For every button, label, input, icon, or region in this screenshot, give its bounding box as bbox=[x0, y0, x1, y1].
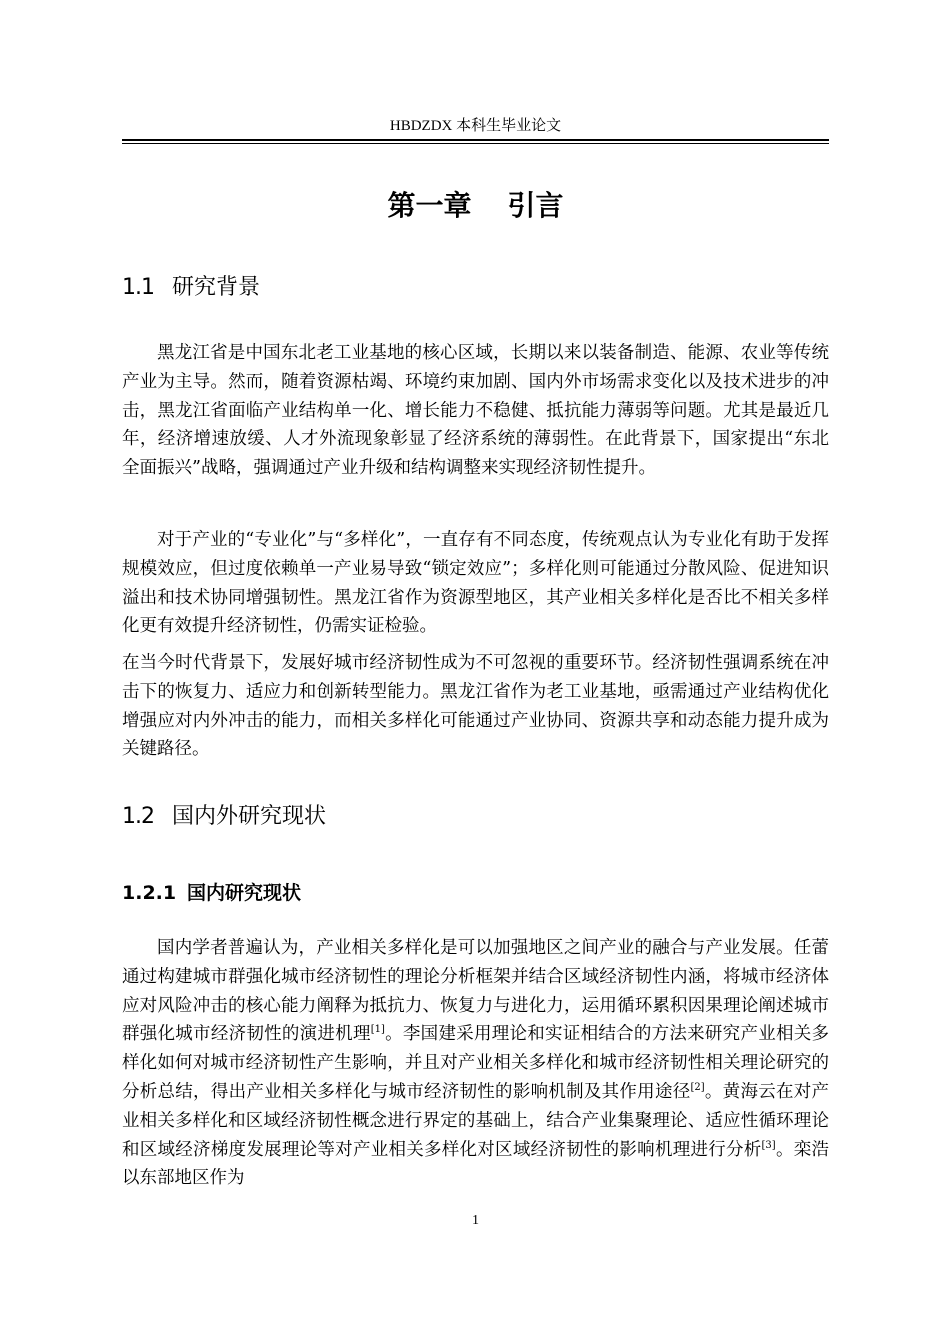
paragraph-background-2: 对于产业的“专业化”与“多样化”，一直存有不同态度，传统观点认为专业化有助于发挥规模效应，但过度依赖单一产业易导致“锁定效应”；多样化则可能通过分散风险、促进知识溢出和技术协同增强韧性。黑龙江省作为资源型地区，其产业相关多样化是否比不相关多样化更有效提升经济韧性，仍需实证检验。 bbox=[122, 530, 829, 637]
paragraph-text: 。黄海云在对产业相关多样化和区域经济韧性概念进行界定的基础上，结合产业集聚理论、适应性循环理论和区域经济梯度发展理论等对产业相关多样化对区域经济韧性的影响机理进行分析 bbox=[122, 1081, 830, 1160]
section-number: 1.1 bbox=[122, 275, 154, 300]
section-title: 国内外研究现状 bbox=[172, 804, 327, 829]
citation: [1] bbox=[370, 1024, 385, 1036]
chapter-title bbox=[122, 186, 829, 226]
paragraph-background-1: 黑龙江省是中国东北老工业基地的核心区域，长期以来以装备制造、能源、农业等传统产业为主导。然而，随着资源枯竭、环境约束加剧、国内外市场需求变化以及技术进步的冲击，黑龙江省面临产业结构单一化、增长能力不稳健、抵抗能力薄弱等问题。尤其是最近几年，经济增速放缓、人才外流现象彰显了经济系统的薄弱性。在此背景下，国家提出“东北全面振兴”战略，强调通过产业升级和结构调整来实现经济韧性提升。 bbox=[122, 343, 829, 479]
page-number: 1 bbox=[472, 1213, 479, 1228]
section-heading-1-1 bbox=[122, 272, 829, 304]
header-rule-thick bbox=[122, 139, 829, 141]
header-rule-thin bbox=[122, 143, 829, 144]
section-heading-1-2 bbox=[122, 801, 829, 833]
subsection-title: 国内研究现状 bbox=[187, 882, 302, 904]
citation: [3] bbox=[761, 1139, 776, 1151]
subsection-number: 1.2.1 bbox=[122, 882, 177, 904]
subsection-heading-1-2-1 bbox=[122, 879, 829, 907]
chapter-number: 第一章 bbox=[387, 189, 472, 222]
section-title: 研究背景 bbox=[172, 275, 261, 300]
citation: [2] bbox=[690, 1081, 705, 1093]
paragraph-text: 。李国建采用理论和实证相结合的方法来研究产业相关多样化如何对城市经济韧性产生影响，并且对产业相关多样化和城市经济韧性相关理论研究的分析总结，得出产业相关多样化与城市经济韧性的影响机制及其作用途径 bbox=[122, 1024, 830, 1102]
paragraph-background-3: 在当今时代背景下，发展好城市经济韧性成为不可忽视的重要环节。经济韧性强调系统在冲击下的恢复力、适应力和创新转型能力。黑龙江省作为老工业基地，亟需通过产业结构优化增强应对内外冲击的能力，而相关多样化可能通过产业协同、资源共享和动态能力提升成为关键路径。 bbox=[122, 653, 829, 760]
page-header: HBDZDX 本科生毕业论文 bbox=[389, 118, 562, 134]
paragraph-domestic-research bbox=[122, 934, 829, 1193]
paragraph-text: 国内学者普遍认为，产业相关多样化是可以加强地区之间产业的融合与产业发展。任蕾通过构建城市群强化城市经济韧性的理论分析框架并结合区域经济韧性内涵，将城市经济体应对风险冲击的核心能力阐释为抵抗力、恢复力与进化力，运用循环累积因果理论阐述城市群强化城市经济韧性的演进机理 bbox=[122, 938, 829, 1045]
section-number: 1.2 bbox=[122, 804, 154, 829]
chapter-name: 引言 bbox=[507, 189, 564, 222]
paragraph-text: 。栾浩以东部地区作为 bbox=[122, 1139, 829, 1189]
